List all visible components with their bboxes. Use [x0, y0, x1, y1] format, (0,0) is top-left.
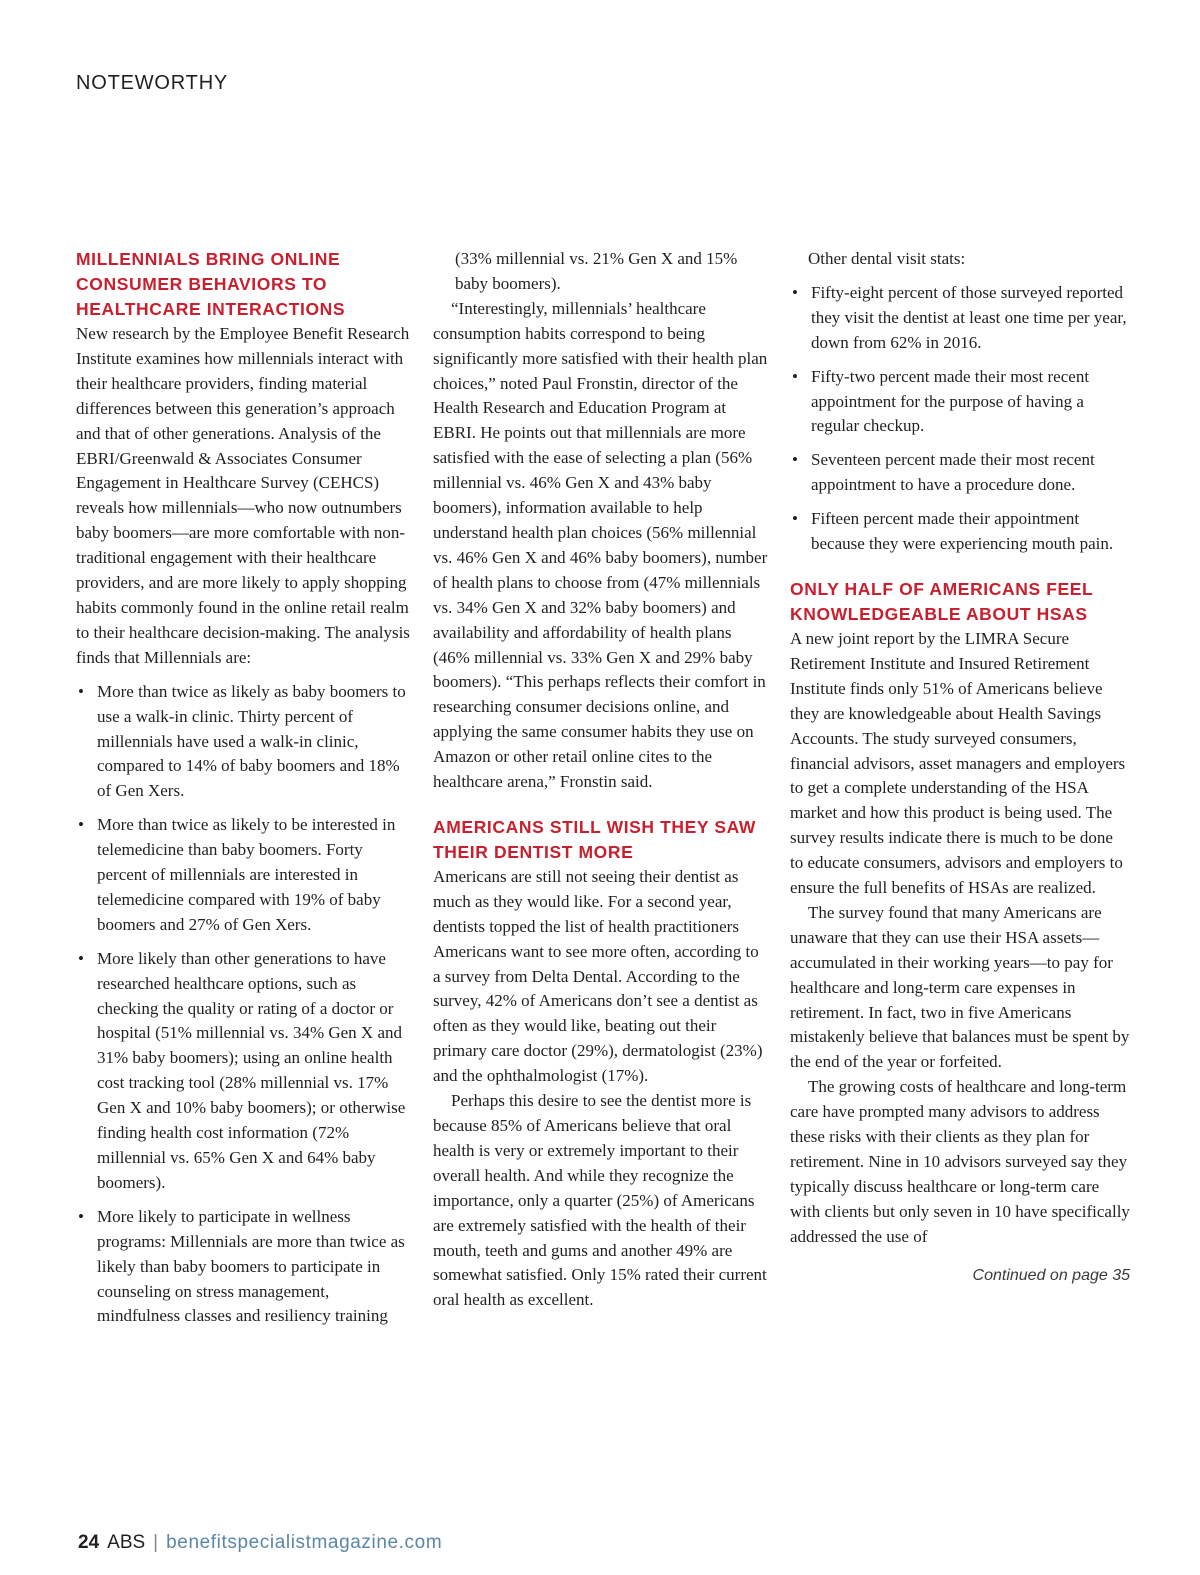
- publication-name: ABS: [107, 1532, 146, 1553]
- article-1-bullet-list: [76, 680, 416, 1330]
- continued-note: Continued on page 35: [972, 1266, 1130, 1284]
- article-2-paragraph-1: Americans are still not seeing their dentist as much as they would like. For a second year, dentists topped the list of health practitioners Americans want to see more often, according to a survey from Delta Dental. According to the survey, 42% of Americans don’t see a dentist as often as they would like, beating out their primary care doctor (29%), dermatologist (23%) and the ophthalmologist (17%).: [433, 866, 763, 1086]
- website-link[interactable]: benefitspecialistmagazine.com: [166, 1532, 443, 1553]
- list-item: • Fifteen percent made their appointment because they were experiencing mouth pain.: [790, 507, 1130, 557]
- article-1-quote: “Interestingly, millennials’ healthcare consumption habits correspond to being significantly more satisfied with their health plan choices,” noted Paul Fronstin, director of the Health Research and Education Program at EBRI. He points out that millennials are more satisfied with the ease of selecting a plan (56% millennial vs. 46% Gen X and 43% baby boomers), information available to help understand health plan choices (56% millennial vs. 46% Gen X and 46% baby boomers), number of health plans to choose from (47% millennials vs. 34% Gen X and 32% baby boomers) and availability and affordability of health plans (46% millennial vs. 33% Gen X and 29% baby boomers). “This perhaps reflects their comfort in researching consumer decisions online, and applying the same consumer habits they use on Amazon or other retail online cites to the healthcare arena,” Fronstin said.: [433, 298, 768, 792]
- article-1-intro: New research by the Employee Benefit Research Institute examines how millennials interact with their healthcare providers, finding material differences between this generation’s approach and that of other generations. Analysis of the EBRI/Greenwald & Associates Consumer Engagement in Healthcare Survey (CEHCS) reveals how millennials—who now outnumbers baby boomers—are more comfortable with non-traditional engagement with their healthcare providers, and are more likely to apply shopping habits commonly found in the online retail realm to their healthcare decision-making. The analysis finds that Millennials are:: [76, 324, 410, 667]
- article-2-paragraph-2: Perhaps this desire to see the dentist more is because 85% of Americans believe that oral health is very or extremely important to their overall health. And while they recognize the importance, only a quarter (25%) of Americans are extremely satisfied with the health of their mouth, teeth and gums and another 49% are somewhat satisfied. Only 15% rated their current oral health as excellent.: [433, 1091, 767, 1310]
- section-label: NOTEWORTHY: [76, 72, 229, 94]
- article-3-paragraph-2: The survey found that many Americans are unaware that they can use their HSA assets—accumulated in their working years—to pay for healthcare and long-term care expenses in retirement. In fact, two in five Americans mistakenly believe that balances must be spent by the end of the year or forfeited.: [790, 902, 1130, 1072]
- column-1: [76, 247, 416, 1338]
- list-item: • More than twice as likely as baby boomers to use a walk-in clinic. Thirty percent of millennials have used a walk-in clinic, compared to 14% of baby boomers and 18% of Gen Xers.: [76, 680, 416, 805]
- footer-separator: |: [153, 1532, 159, 1553]
- list-item: • Fifty-eight percent of those surveyed reported they visit the dentist at least one time per year, down from 62% in 2016.: [790, 281, 1130, 356]
- column-3: [790, 247, 1130, 1289]
- article-2-bullet-list: [790, 281, 1130, 557]
- article-3-paragraph-1: A new joint report by the LIMRA Secure Retirement Institute and Insured Retirement Institute finds only 51% of Americans believe they are knowledgeable about Health Savings Accounts. The study surveyed consumers, financial advisors, asset managers and employers to get a complete understanding of the HSA market and how this product is being used. The survey results indicate there is much to be done to educate consumers, advisors and employers to ensure the full benefits of HSAs are realized.: [790, 628, 1126, 898]
- list-item: • More than twice as likely to be interested in telemedicine than baby boomers. Forty percent of millennials are interested in telemedicine compared with 19% of baby boomers and 27% of Gen Xers.: [76, 813, 416, 938]
- page-number: 24: [78, 1532, 100, 1553]
- article-3-paragraph-3: The growing costs of healthcare and long-term care have prompted many advisors to address these risks with their clients as they plan for retirement. Nine in 10 advisors surveyed say they typically discuss healthcare or long-term care with clients but only seven in 10 have specifically addressed the use of: [790, 1077, 1130, 1246]
- article-2-title: AMERICANS STILL WISH THEY SAW THEIR DENTIST MORE: [433, 816, 757, 862]
- list-item: • More likely than other generations to have researched healthcare options, such as checking the quality or rating of a doctor or hospital (51% millennial vs. 34% Gen X and 31% baby boomers); using an online health cost tracking tool (28% millennial vs. 17% Gen X and 10% baby boomers); or otherwise finding health cost information (72% millennial vs. 65% Gen X and 64% baby boomers).: [76, 947, 416, 1196]
- list-item: • Fifty-two percent made their most recent appointment for the purpose of having a regular checkup.: [790, 365, 1130, 440]
- article-2-paragraph-3: Other dental visit stats:: [808, 249, 966, 268]
- article-1-bullet-continued: (33% millennial vs. 21% Gen X and 15% baby boomers).: [455, 249, 738, 293]
- article-3-title: ONLY HALF OF AMERICANS FEEL KNOWLEDGEABLE ABOUT HSAS: [790, 578, 1094, 624]
- page-footer: [78, 1532, 442, 1554]
- article-1-title: MILLENNIALS BRING ONLINE CONSUMER BEHAVIORS TO HEALTHCARE INTERACTIONS: [76, 249, 346, 319]
- list-item: • Seventeen percent made their most recent appointment to have a procedure done.: [790, 448, 1130, 498]
- column-2: [433, 247, 768, 1313]
- list-item: • More likely to participate in wellness programs: Millennials are more than twice as likely than baby boomers to participate in counseling on stress management, mindfulness classes and resiliency training: [76, 1205, 416, 1330]
